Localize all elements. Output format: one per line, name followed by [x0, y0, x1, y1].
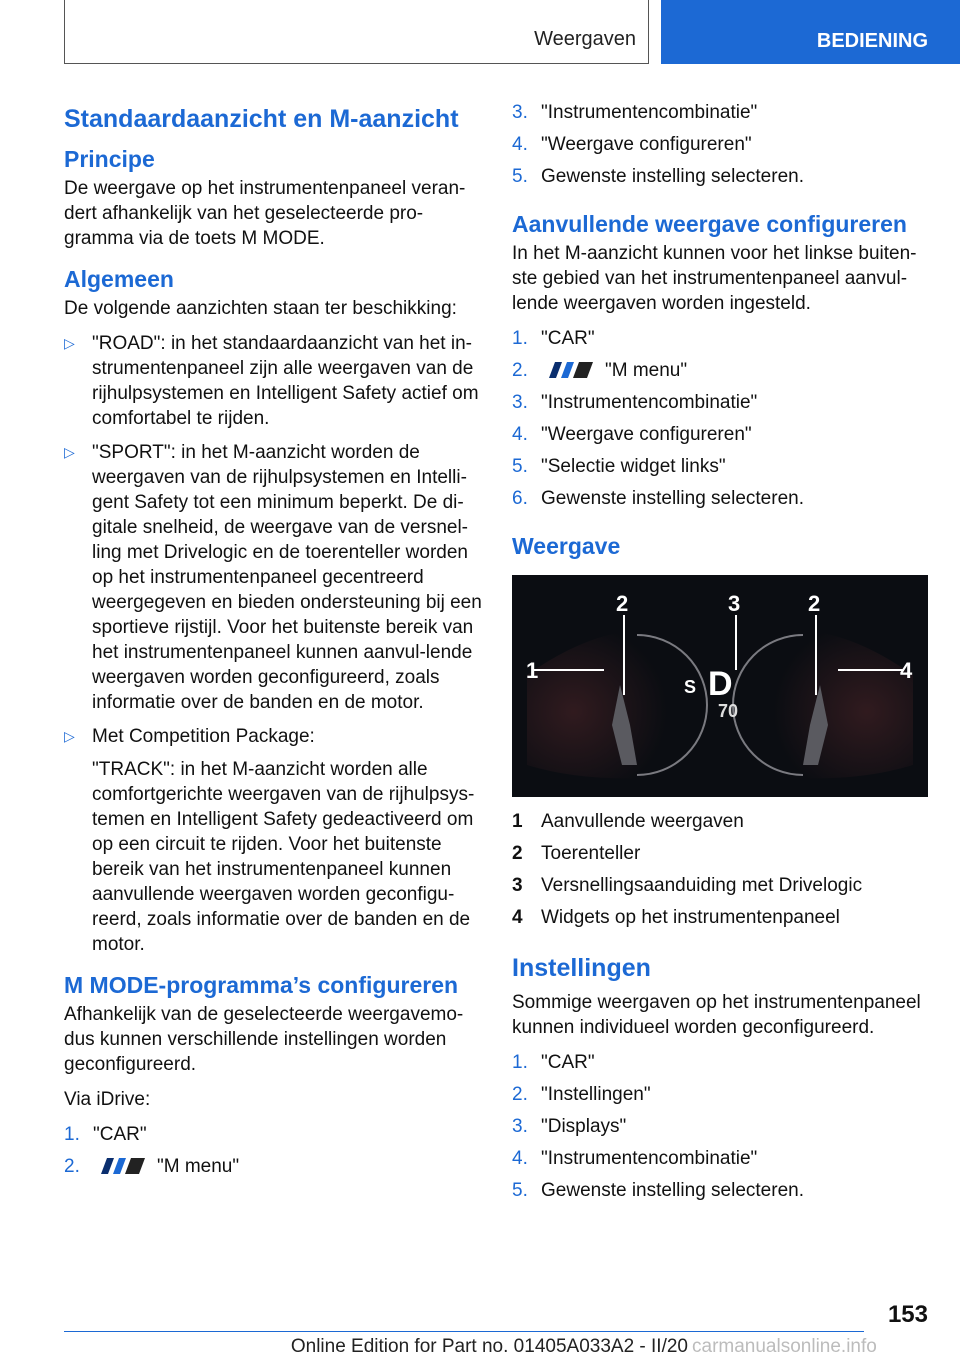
view-list: [64, 331, 482, 957]
aanvullend-steps: [512, 326, 932, 518]
list-item: 2. "M menu": [512, 360, 688, 381]
list-item: 2 Toerenteller: [512, 843, 641, 864]
track-text: "TRACK": in het M-aanzicht worden alle comfortgerichte weergaven van de rijhulpsys-temen en Intelligent Safety gedeactiveerd om op een circuit te rijden. Voor het buitenste bereik van het instrumentenpaneel kunnen aanvullende weergaven worden geconfigu-reerd, zoals informatie over de banden en de motor.: [92, 759, 475, 955]
principe-text: De weergave op het instrumentenpaneel veran-dert afhankelijk van het geselecteerde pro-gramma via de toets M MODE.: [64, 178, 466, 249]
page-number: 153: [887, 1301, 928, 1328]
list-item: 1. "CAR": [512, 1052, 595, 1073]
list-item: 1. "CAR": [64, 1124, 147, 1145]
list-item: 1. "CAR": [512, 328, 595, 349]
triangle-bullet-icon: ▷: [64, 728, 75, 744]
header-chapter-tab: BEDIENING: [661, 0, 960, 64]
page-title: Standaardaanzicht en M-aanzicht: [64, 105, 459, 133]
list-item: 4. "Weergave configureren": [512, 424, 752, 445]
triangle-bullet-icon: ▷: [64, 444, 75, 460]
list-item: 5. Gewenste instelling selecteren.: [512, 1180, 804, 1201]
list-item: 3. "Displays": [512, 1116, 627, 1137]
callout-2-right: 2: [808, 591, 821, 616]
m-mode-steps: [64, 1122, 482, 1186]
list-item: ▷ "ROAD": in het standaardaanzicht van het in-strumentenpaneel zijn alle weergaven van de rijhulpsystemen en Intelligent Safety actief om comfortabel te rijden.: [64, 333, 479, 429]
list-item: 2. "Instellingen": [512, 1084, 651, 1105]
footer-divider: [64, 1331, 864, 1332]
list-item: 5. "Selectie widget links": [512, 456, 726, 477]
m-mode-text: Afhankelijk van de geselecteerde weergavemo-dus kunnen verschillende instellingen worden geconfigureerd.: [64, 1004, 464, 1075]
callout-3: 3: [728, 591, 741, 616]
list-item: 3. "Instrumentencombinatie": [512, 392, 758, 413]
callout-1: 1: [526, 658, 539, 683]
callout-4: 4: [900, 658, 913, 683]
heading-instellingen: Instellingen: [512, 954, 651, 982]
list-item: 4 Widgets op het instrumentenpaneel: [512, 907, 840, 928]
via-idrive: Via iDrive:: [64, 1089, 151, 1110]
header-section-title: Weergaven: [534, 28, 636, 50]
heading-weergave: Weergave: [512, 533, 621, 559]
list-item: ▷ "SPORT": in het M-aanzicht worden de weergaven van de rijhulpsystemen en Intelli-gent Safety tot een minimum beperkt. De di-gitale snelheid, de weergave van de versnel-ling met Drivelogic en de toerenteller worden op het instrumentenpaneel gecentreerd weergegeven en bieden ondersteuning bij een sportieve rijstijl. Voor het buitenste bereik van het instrumentenpaneel kunnen aanvul-lende weergaven worden geconfigureerd, zoals informatie over de banden en de motor.: [64, 442, 482, 713]
heading-algemeen: Algemeen: [64, 266, 174, 292]
list-item: 6. Gewenste instelling selecteren.: [512, 488, 804, 509]
list-item: 3 Versnellingsaanduiding met Drivelogic: [512, 875, 863, 896]
triangle-bullet-icon: ▷: [64, 335, 75, 351]
callout-2-left: 2: [616, 591, 629, 616]
aanvullend-text: In het M-aanzicht kunnen voor het linkse buiten-ste gebied van het instrumentenpaneel aanvul-lende weergaven worden ingesteld.: [512, 243, 917, 314]
figure-legend: [512, 809, 932, 937]
list-item: 4. "Instrumentencombinatie": [512, 1148, 758, 1169]
left-column: [64, 100, 482, 1196]
watermark: carmanualsonline.info: [692, 1336, 877, 1357]
instrument-cluster-figure: [512, 575, 928, 797]
algemeen-intro: De volgende aanzichten staan ter beschikking:: [64, 298, 457, 319]
digital-speed: 70: [718, 701, 739, 721]
instellingen-text: Sommige weergaven op het instrumentenpaneel kunnen individueel worden geconfigureerd.: [512, 992, 921, 1038]
right-column: [512, 100, 932, 1220]
list-item: 1 Aanvullende weergaven: [512, 811, 744, 832]
heading-principe: Principe: [64, 146, 155, 172]
list-item: 5. Gewenste instelling selecteren.: [512, 166, 804, 187]
list-item: 4. "Weergave configureren": [512, 134, 752, 155]
list-item: 3. "Instrumentencombinatie": [512, 102, 758, 123]
heading-m-mode: M MODE-programma’s configureren: [64, 972, 459, 998]
list-item: ▷ Met Competition Package: "TRACK": in het M-aanzicht worden alle comfortgerichte weergaven van de rijhulpsys-temen en Intelligent Safety gedeactiveerd om op een circuit te rijden. Voor het buitenste bereik van het instrumentenpaneel kunnen aanvullende weergaven worden geconfigu-reerd, zoals informatie over de banden en de motor.: [64, 724, 482, 957]
gear-indicator: D: [708, 665, 733, 703]
instellingen-steps: [512, 1050, 932, 1210]
list-item: 2. "M menu": [64, 1156, 240, 1177]
heading-aanvullend: Aanvullende weergave configureren: [512, 211, 907, 237]
m-mode-steps-continued: [512, 100, 932, 196]
m-menu-icon: [543, 362, 595, 378]
footer-edition: Online Edition for Part no. 01405A033A2 - II/20: [290, 1336, 688, 1357]
gear-mode: S: [684, 677, 697, 697]
m-menu-icon: [95, 1158, 147, 1174]
